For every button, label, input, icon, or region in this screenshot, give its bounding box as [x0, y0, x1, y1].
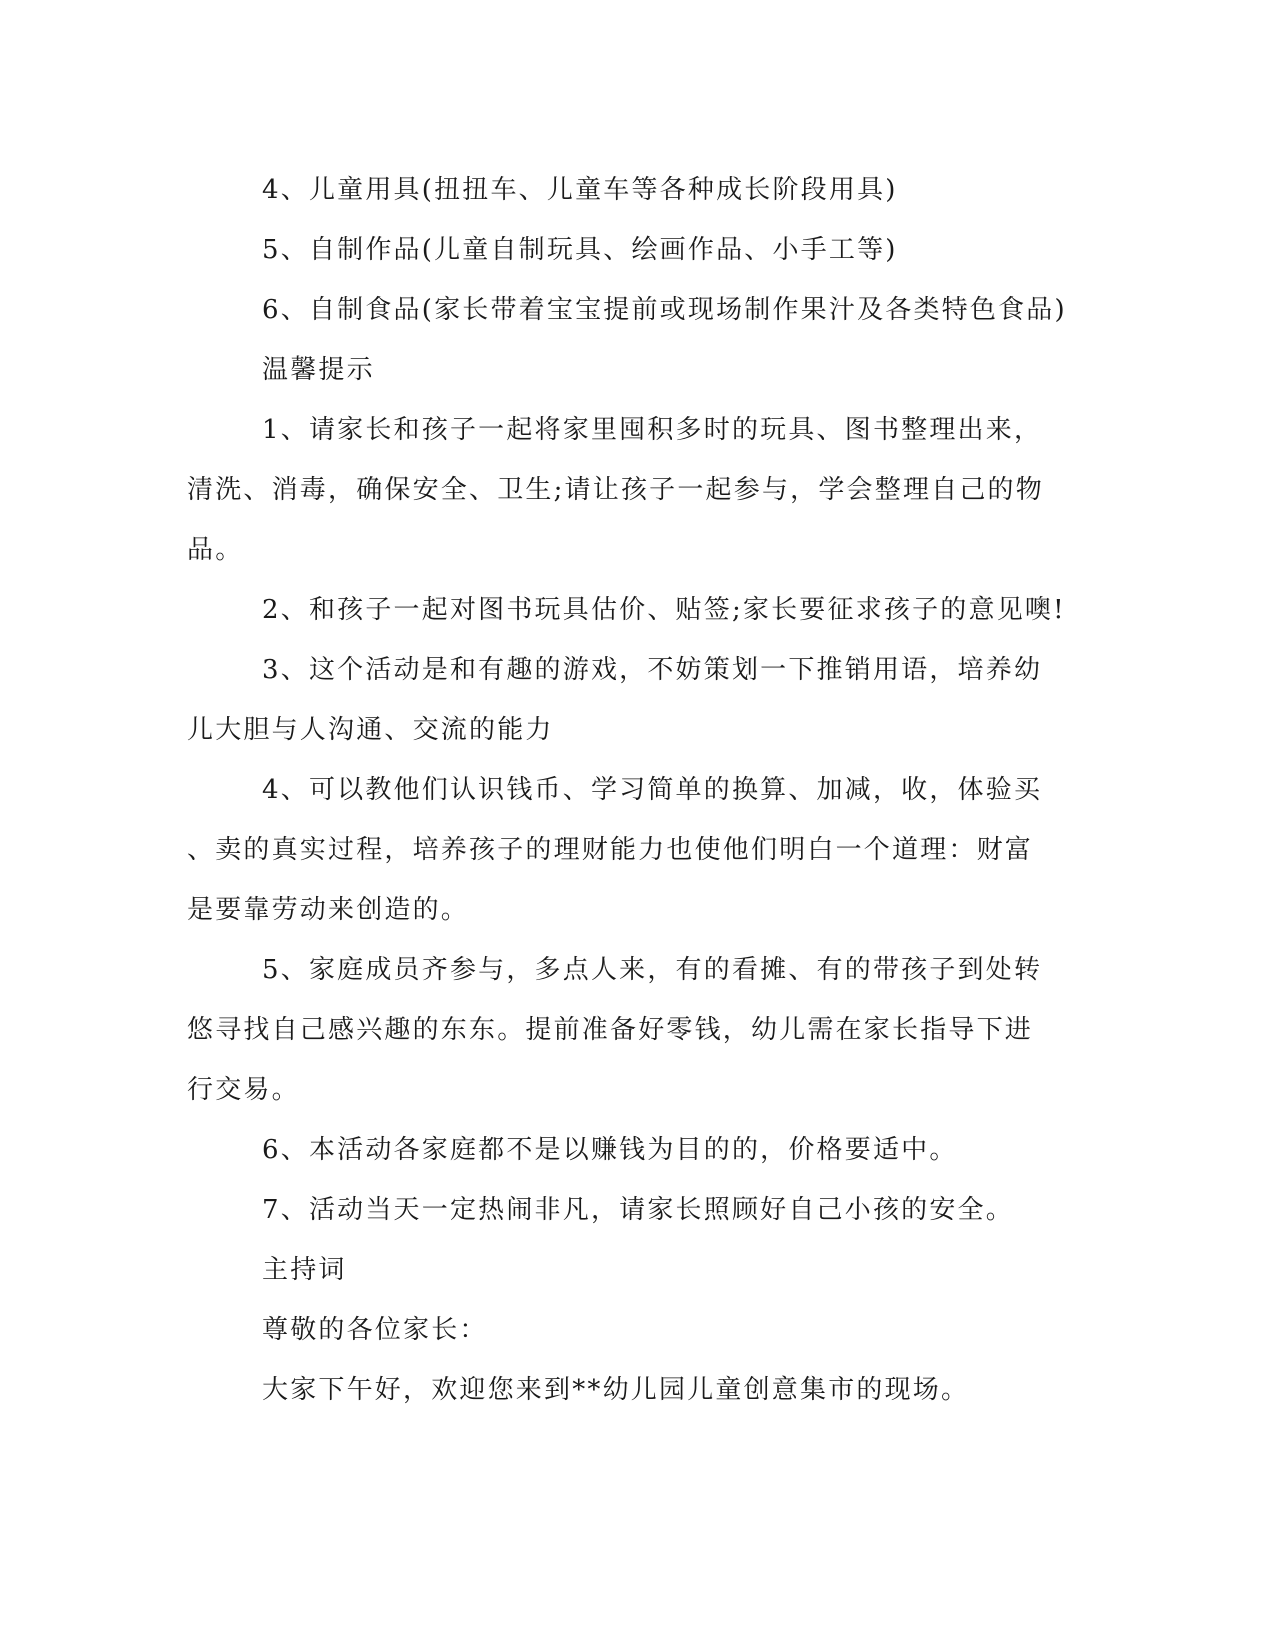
- tip-2: 2、和孩子一起对图书玩具估价、贴签;家长要征求孩子的意见噢!: [262, 595, 1066, 625]
- section-heading-tips: 温馨提示: [262, 355, 375, 385]
- tip-4-line-3: 是要靠劳动来创造的。: [187, 895, 470, 925]
- tip-5-line-1: 5、家庭成员齐参与，多点人来，有的看摊、有的带孩子到处转: [262, 955, 1043, 985]
- tip-4-line-1: 4、可以教他们认识钱币、学习简单的换算、加减，收，体验买: [262, 775, 1043, 805]
- tip-5-line-3: 行交易。: [187, 1075, 300, 1105]
- tip-6: 6、本活动各家庭都不是以赚钱为目的的，价格要适中。: [262, 1135, 958, 1165]
- list-item-handmade-works: 5、自制作品(儿童自制玩具、绘画作品、小手工等): [262, 235, 898, 265]
- document-body: [187, 160, 1067, 1420]
- tip-1-line-1: 1、请家长和孩子一起将家里囤积多时的玩具、图书整理出来，: [262, 415, 1043, 445]
- tip-3-line-2: 儿大胆与人沟通、交流的能力: [187, 715, 554, 745]
- tip-5-line-2: 悠寻找自己感兴趣的东东。提前准备好零钱，幼儿需在家长指导下进: [187, 1015, 1034, 1045]
- list-item-homemade-food: 6、自制食品(家长带着宝宝提前或现场制作果汁及各类特色食品): [262, 295, 1067, 325]
- tip-4-line-2: 、卖的真实过程，培养孩子的理财能力也使他们明白一个道理：财富: [187, 835, 1034, 865]
- salutation: 尊敬的各位家长：: [262, 1315, 488, 1345]
- tip-3-line-1: 3、这个活动是和有趣的游戏，不妨策划一下推销用语，培养幼: [262, 655, 1043, 685]
- list-item-children-supplies: 4、儿童用具(扭扭车、儿童车等各种成长阶段用具): [262, 175, 898, 205]
- tip-1-line-3: 品。: [187, 535, 244, 565]
- tip-7: 7、活动当天一定热闹非凡，请家长照顾好自己小孩的安全。: [262, 1195, 1014, 1225]
- greeting: 大家下午好，欢迎您来到**幼儿园儿童创意集市的现场。: [262, 1375, 970, 1405]
- section-heading-host-script: 主持词: [262, 1255, 347, 1285]
- tip-1-line-2: 清洗、消毒，确保安全、卫生;请让孩子一起参与，学会整理自己的物: [187, 475, 1044, 505]
